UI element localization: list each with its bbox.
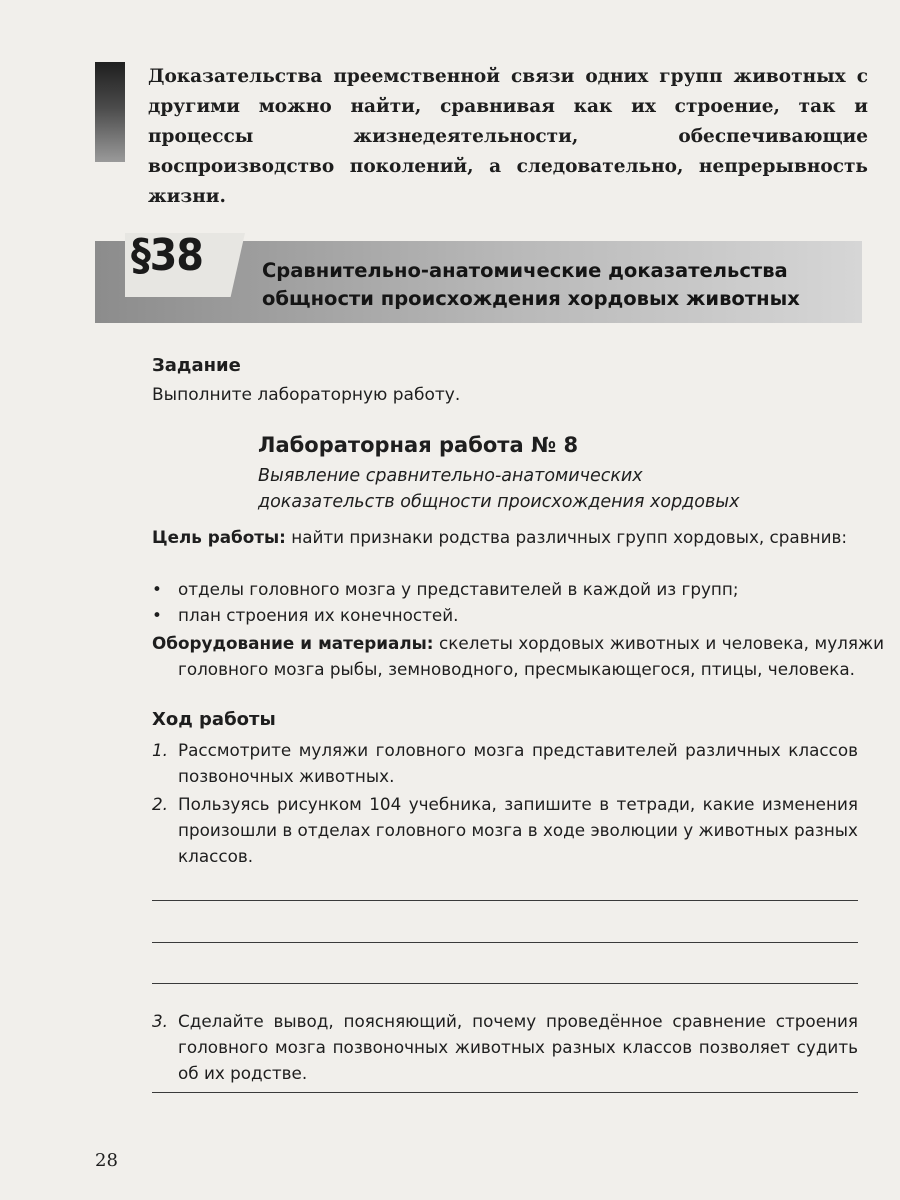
section-title-line-2: общности происхождения хордовых животных bbox=[262, 287, 800, 310]
step-number: 3. bbox=[152, 1011, 169, 1031]
answer-line[interactable] bbox=[152, 983, 858, 984]
answer-line[interactable] bbox=[152, 1092, 858, 1093]
section-number: §38 bbox=[131, 230, 203, 281]
goal-label: Цель работы: bbox=[152, 527, 286, 547]
step-text: Пользуясь рисунком 104 учебника, запишите в тетради, какие изменения произошли в отделах головного мозга в ходе эволюции у животных разных классов. bbox=[178, 794, 858, 866]
step-text: Рассмотрите муляжи головного мозга представителей различных классов позвоночных животных. bbox=[178, 740, 858, 786]
intro-paragraph: Доказательства преемственной связи одних групп животных с другими можно найти, сравнивая как их строение, так и процессы жизнедеятельности, обеспечивающие воспроизводство поколений, а следовательно, непрерывность жизни. bbox=[148, 66, 868, 207]
goal-bullet-text: план строения их конечностей. bbox=[178, 605, 459, 625]
procedure-step-3 bbox=[152, 1008, 858, 1086]
task-text: Выполните лабораторную работу. bbox=[152, 385, 461, 405]
equipment-label: Оборудование и материалы: bbox=[152, 633, 434, 653]
procedure-step-2 bbox=[152, 791, 858, 869]
equipment-text: скелеты хордовых животных и человека, муляжи головного мозга рыбы, земноводного, пресмыкающегося, птицы, человека. bbox=[178, 633, 884, 679]
goal-paragraph bbox=[152, 524, 884, 550]
task-heading: Задание bbox=[152, 355, 241, 376]
equipment-paragraph bbox=[152, 630, 884, 682]
procedure-heading: Ход работы bbox=[152, 709, 276, 730]
intro-accent-bar bbox=[95, 62, 125, 162]
goal-text: найти признаки родства различных групп хордовых, сравнив: bbox=[285, 527, 848, 547]
answer-line[interactable] bbox=[152, 900, 858, 901]
step-number: 2. bbox=[152, 794, 169, 814]
lab-subtitle bbox=[258, 463, 858, 515]
lab-subtitle-line-1: Выявление сравнительно-анатомических bbox=[258, 466, 643, 486]
section-title-line-1: Сравнительно-анатомические доказательства bbox=[262, 259, 788, 282]
answer-line[interactable] bbox=[152, 942, 858, 943]
page-number: 28 bbox=[95, 1150, 118, 1171]
lab-title: Лабораторная работа № 8 bbox=[258, 433, 579, 457]
goal-bullet-text: отделы головного мозга у представителей в каждой из групп; bbox=[178, 579, 739, 599]
step-text: Сделайте вывод, поясняющий, почему проведённое сравнение строения головного мозга позвоночных животных разных классов позволяет судить об их родстве. bbox=[178, 1011, 858, 1083]
procedure-step-1 bbox=[152, 737, 858, 789]
section-title bbox=[262, 257, 862, 313]
goal-bullet-1: • отделы головного мозга у представителей в каждой из групп; bbox=[152, 579, 739, 599]
goal-bullet-2: • план строения их конечностей. bbox=[152, 605, 459, 625]
step-number: 1. bbox=[152, 740, 169, 760]
lab-subtitle-line-2: доказательств общности происхождения хордовых bbox=[258, 492, 740, 512]
